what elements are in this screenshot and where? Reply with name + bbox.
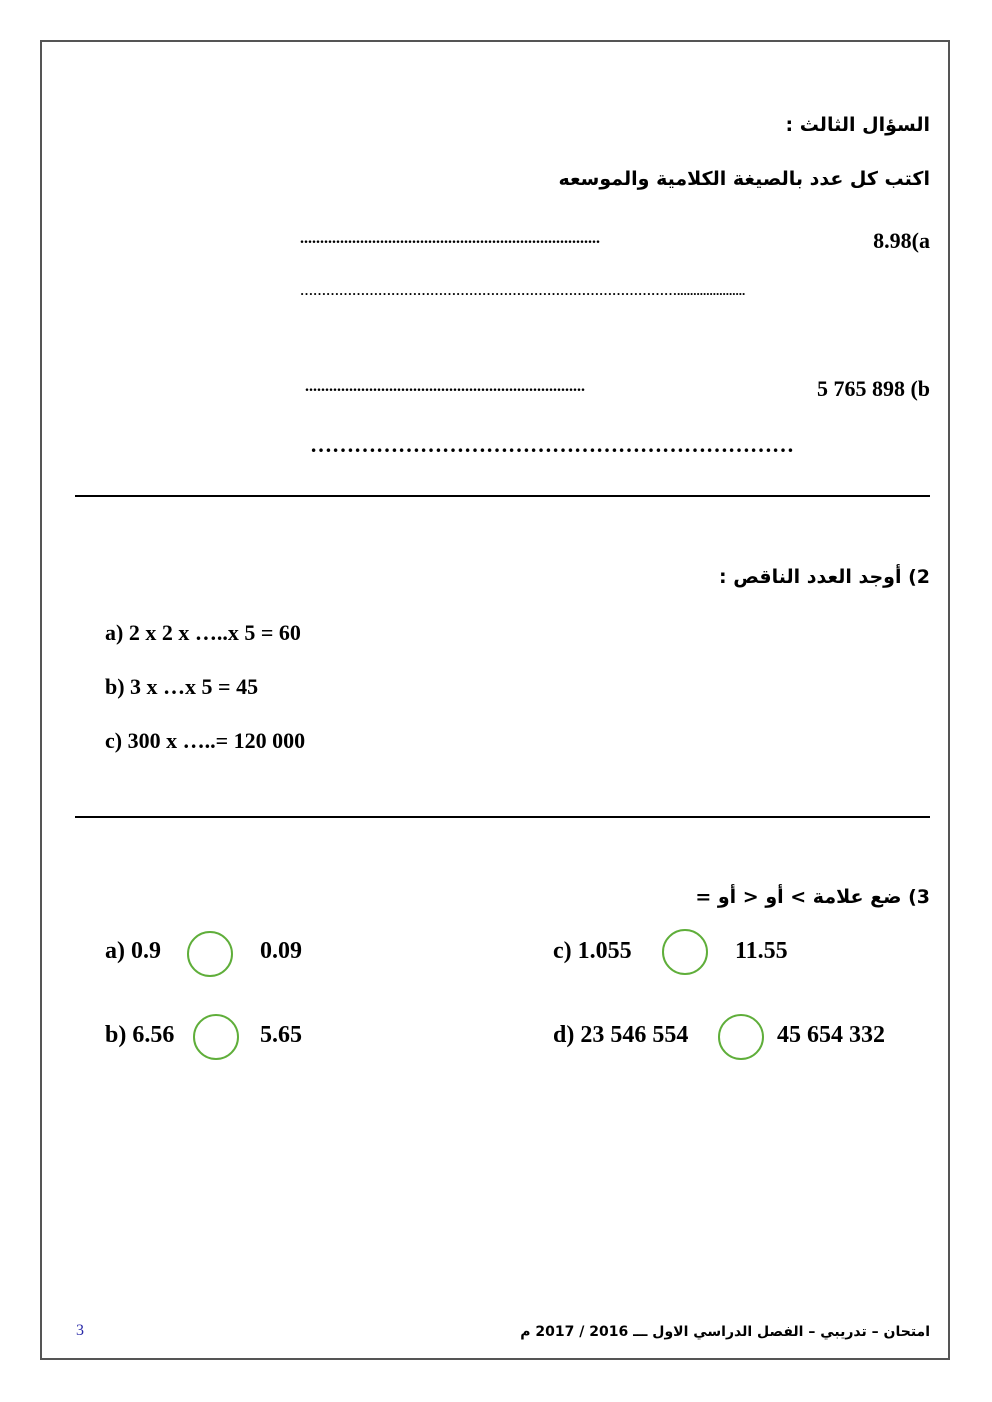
page-number: 3	[76, 1322, 84, 1339]
compare-a-right: 0.09	[260, 938, 302, 964]
missing-number-a: a) 2 x 2 x …..x 5 = 60	[105, 620, 301, 645]
compare-b-left: b) 6.56	[105, 1022, 175, 1048]
item-a-label: 8.98(a	[873, 228, 930, 253]
compare-d-right: 45 654 332	[777, 1022, 885, 1048]
compare-b-right: 5.65	[260, 1022, 302, 1048]
missing-number-c: c) 300 x …..= 120 000	[105, 728, 306, 753]
item-a-answer-line-2[interactable]: …………………………………………………………………………….....................	[300, 283, 746, 298]
compare-c-circle[interactable]	[662, 929, 708, 975]
footer-text: امتحان – تدريبي – الفصل الدراسي الاول ـــ 2016 / 2017 م	[520, 1324, 930, 1340]
item-b-label: 5 765 898 (b	[816, 376, 930, 401]
compare-a-circle[interactable]	[187, 931, 233, 977]
compare-b-circle[interactable]	[193, 1014, 239, 1060]
item-b-answer-line-1[interactable]: ......................................................................	[305, 378, 585, 395]
missing-number-b: b) 3 x …x 5 = 45	[105, 674, 259, 699]
section2-title: 2) أوجد العدد الناقص :	[719, 566, 930, 588]
section1-instruction: اكتب كل عدد بالصيغة الكلامية والموسعه	[558, 168, 930, 190]
section1-title: السؤال الثالث :	[785, 114, 930, 136]
compare-d-left: d) 23 546 554	[553, 1022, 689, 1048]
divider-1	[75, 495, 930, 497]
item-b-answer-line-2[interactable]: …………………………………………………………	[310, 432, 794, 457]
compare-d-circle[interactable]	[718, 1014, 764, 1060]
item-a-answer-line-1[interactable]: ...........................................................................	[300, 230, 600, 247]
compare-c-left: c) 1.055	[553, 938, 632, 964]
section3-title: 3) ضع علامة > أو < أو =	[695, 886, 930, 908]
divider-2	[75, 816, 930, 818]
compare-c-right: 11.55	[735, 938, 788, 964]
compare-a-left: a) 0.9	[105, 938, 161, 964]
